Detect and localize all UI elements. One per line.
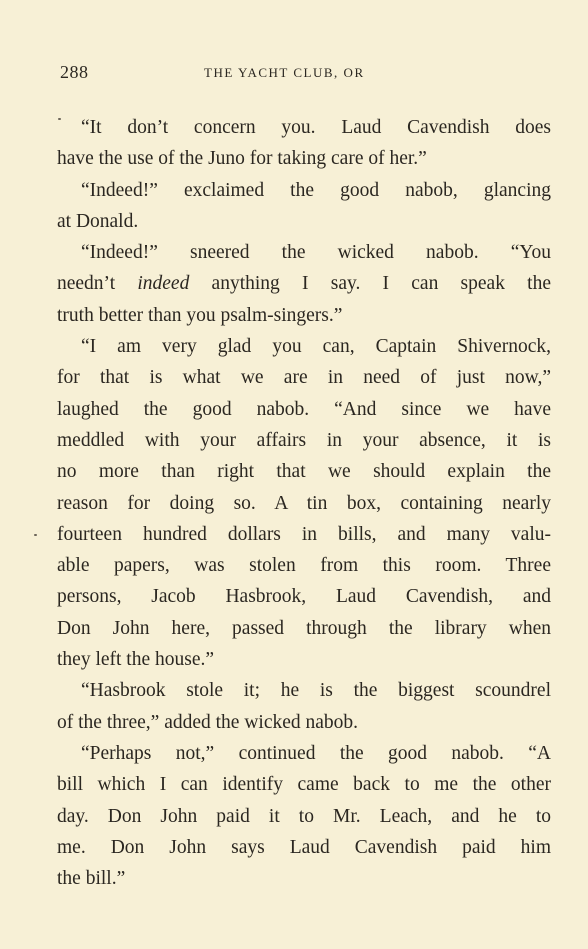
page-number: 288 <box>60 62 89 82</box>
text-line: for that is what we are in need of just now,” <box>57 367 551 389</box>
text-line: they left the house.” <box>57 649 215 671</box>
text-line: of the three,” added the wicked nabob. <box>57 711 359 733</box>
text-line: able papers, was stolen from this room. Three <box>57 555 551 577</box>
text-line: laughed the good nabob. “And since we have <box>57 398 551 420</box>
text-line: reason for doing so. A tin box, containing nearly <box>57 492 551 514</box>
text-line: me. Don John says Laud Cavendish paid him <box>57 836 551 858</box>
text-line: at Donald. <box>57 210 139 232</box>
text-line: have the use of the Juno for taking care of her.” <box>57 148 427 170</box>
paragraph-5 <box>57 675 551 738</box>
text-line: “I am very glad you can, Captain Shivernock, <box>81 336 551 358</box>
text-line: meddled with your affairs in your absence, it is <box>57 429 551 451</box>
text-line: “It don’t concern you. Laud Cavendish does <box>81 117 551 138</box>
body-text <box>57 112 551 894</box>
page-header <box>60 62 550 88</box>
paragraph-6 <box>57 738 551 894</box>
paragraph-4 <box>57 331 551 675</box>
text-line: bill which I can identify came back to me the other <box>57 774 551 796</box>
paragraph-2 <box>57 175 551 238</box>
text-line: Don John here, passed through the library when <box>57 617 551 639</box>
text-line: day. Don John paid it to Mr. Leach, and he to <box>57 805 551 827</box>
paragraph-1 <box>57 112 551 175</box>
text-line: “Indeed!” exclaimed the good nabob, glancing <box>81 179 551 201</box>
text-line: “Perhaps not,” continued the good nabob. “A <box>81 742 551 764</box>
text-line: “Indeed!” sneered the wicked nabob. “You <box>81 242 551 264</box>
running-title: THE YACHT CLUB, OR <box>204 65 365 80</box>
text-line: “Hasbrook stole it; he is the biggest scoundrel <box>81 680 551 702</box>
text-line: truth better than you psalm-singers.” <box>57 304 343 326</box>
emphasized-word: indeed <box>137 273 190 295</box>
text-line: needn’t indeed anything I say. I can speak the <box>57 273 551 295</box>
text-line: no more than right that we should explain the <box>57 461 551 483</box>
paragraph-3 <box>57 237 551 331</box>
text-line: fourteen hundred dollars in bills, and many valu- <box>57 523 551 545</box>
print-speck <box>34 534 37 536</box>
text-line: the bill.” <box>57 868 126 890</box>
text-line: persons, Jacob Hasbrook, Laud Cavendish, and <box>57 586 551 608</box>
